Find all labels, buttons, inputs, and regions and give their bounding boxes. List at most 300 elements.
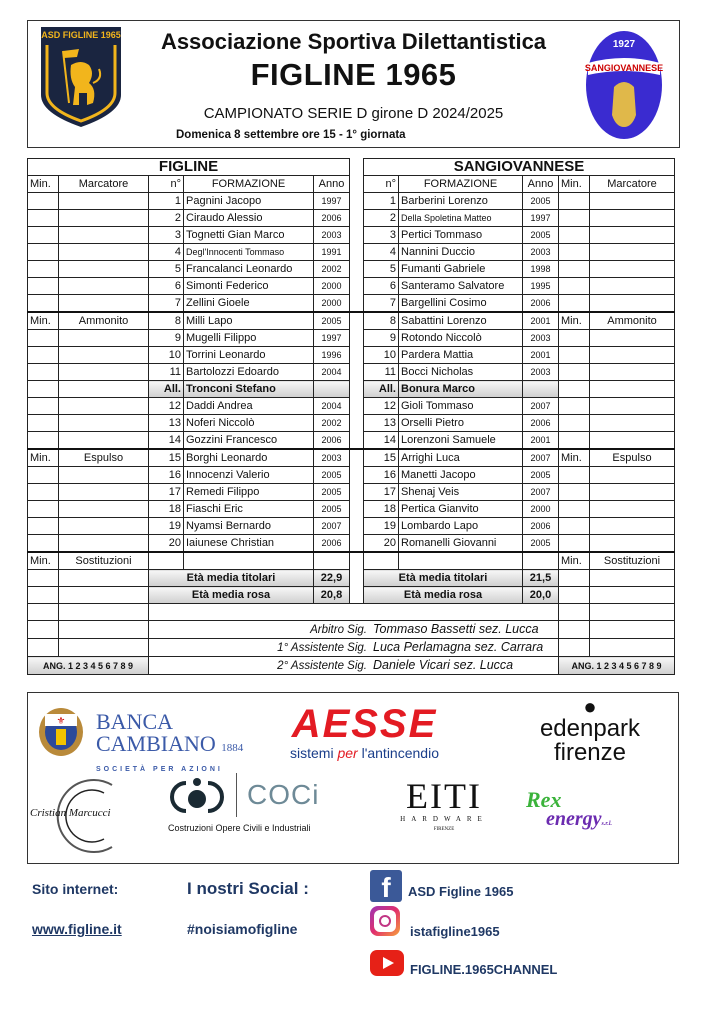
empty-cell (559, 432, 590, 450)
player-row (28, 518, 675, 535)
away-player-year: 1998 (523, 261, 559, 278)
empty-cell (314, 552, 350, 570)
apple-icon: ● (583, 694, 597, 719)
player-row (28, 261, 675, 278)
home-player-number: 5 (149, 261, 184, 278)
empty-cell (559, 261, 590, 278)
empty-cell (590, 261, 675, 278)
away-avg-rosa-value: 20,0 (523, 587, 559, 604)
home-player-number: 13 (149, 415, 184, 432)
empty-cell (28, 381, 59, 398)
empty-cell (59, 587, 149, 604)
empty-cell (559, 415, 590, 432)
facebook-icon[interactable]: f (370, 870, 402, 902)
home-avg-rosa-label: Età media rosa (149, 587, 314, 604)
empty-cell (59, 432, 149, 450)
away-player-name: Bonura Marco (399, 381, 523, 398)
home-player-year: 2004 (314, 364, 350, 381)
home-player-number: 12 (149, 398, 184, 415)
divider (350, 159, 364, 176)
divider (350, 552, 364, 570)
divider (350, 210, 364, 227)
empty-cell (559, 244, 590, 261)
divider (350, 227, 364, 244)
home-player-year: 2002 (314, 415, 350, 432)
divider (350, 347, 364, 364)
empty-cell (590, 415, 675, 432)
empty-cell (28, 347, 59, 364)
player-row (28, 312, 675, 330)
col-formazione: FORMAZIONE (184, 176, 314, 193)
championship-title: CAMPIONATO SERIE D girone D 2024/2025 (203, 105, 504, 122)
empty-cell (559, 587, 590, 604)
player-row (28, 432, 675, 450)
empty-cell (28, 244, 59, 261)
empty-cell (59, 193, 149, 210)
away-corners: ANG. 1 2 3 4 5 6 7 8 9 (559, 657, 675, 675)
banca-cambiano-crest-icon (38, 707, 84, 757)
banca-line2: CAMBIANO (96, 731, 216, 756)
divider (350, 501, 364, 518)
official-cell (149, 621, 559, 639)
away-player-number: 18 (364, 501, 399, 518)
player-row (28, 364, 675, 381)
home-player-name: Fiaschi Eric (184, 501, 314, 518)
col-marcatore: Marcatore (59, 176, 149, 193)
official-row (28, 621, 675, 639)
empty-cell (149, 604, 559, 621)
home-player-year: 1991 (314, 244, 350, 261)
aesse-tag1: sistemi (290, 745, 334, 761)
match-header (27, 20, 680, 148)
empty-cell (399, 552, 523, 570)
banca-sub: SOCIETÀ PER AZIONI (96, 766, 223, 773)
sponsors-panel (27, 692, 679, 864)
col-number: n° (149, 176, 184, 193)
away-player-number: 5 (364, 261, 399, 278)
away-player-number: 12 (364, 398, 399, 415)
away-player-name: Nannini Duccio (399, 244, 523, 261)
away-avg-titolari-label: Età media titolari (364, 570, 523, 587)
empty-cell (59, 639, 149, 657)
empty-cell (590, 570, 675, 587)
home-player-number: 4 (149, 244, 184, 261)
min-label: Min. (559, 552, 590, 570)
away-player-year: 1995 (523, 278, 559, 295)
home-player-number: 7 (149, 295, 184, 313)
home-team-name: FIGLINE (28, 159, 350, 176)
aesse-tag2: per (337, 745, 358, 761)
empty-cell (590, 381, 675, 398)
empty-cell (28, 570, 59, 587)
empty-cell (590, 484, 675, 501)
home-player-year: 2004 (314, 398, 350, 415)
empty-cell (590, 347, 675, 364)
divider (350, 587, 364, 604)
divider (350, 330, 364, 347)
divider (350, 484, 364, 501)
empty-cell (28, 432, 59, 450)
home-player-number: 3 (149, 227, 184, 244)
empty-cell (590, 518, 675, 535)
empty-cell (59, 467, 149, 484)
coci-name: COCi (247, 779, 320, 810)
empty-cell (28, 621, 59, 639)
home-player-number: All. (149, 381, 184, 398)
empty-cell (590, 621, 675, 639)
blank-row (28, 604, 675, 621)
divider (350, 449, 364, 467)
away-player-number: 3 (364, 227, 399, 244)
empty-cell (559, 210, 590, 227)
col-marcatore: Marcatore (590, 176, 675, 193)
banca-year: 1884 (221, 742, 244, 754)
average-row (28, 587, 675, 604)
away-player-year: 1997 (523, 210, 559, 227)
home-player-name: Remedi Filippo (184, 484, 314, 501)
away-player-year: 2003 (523, 330, 559, 347)
social-label: I nostri Social : (187, 879, 309, 898)
divider (350, 312, 364, 330)
away-avg-rosa-label: Età media rosa (364, 587, 523, 604)
empty-cell (28, 193, 59, 210)
empty-cell (28, 501, 59, 518)
away-player-name: Manetti Jacopo (399, 467, 523, 484)
away-avg-titolari-value: 21,5 (523, 570, 559, 587)
away-player-year: 2007 (523, 484, 559, 501)
home-player-name: Francalanci Leonardo (184, 261, 314, 278)
away-player-number: All. (364, 381, 399, 398)
home-player-year: 2002 (314, 261, 350, 278)
empty-cell (590, 467, 675, 484)
marcucci-name: Cristian Marcucci (30, 807, 111, 819)
home-player-name: Zellini Gioele (184, 295, 314, 313)
empty-cell (59, 621, 149, 639)
empty-cell (590, 278, 675, 295)
away-player-name: Pertica Gianvito (399, 501, 523, 518)
empty-cell (559, 467, 590, 484)
youtube-icon[interactable] (370, 950, 404, 976)
away-player-name: Pardera Mattia (399, 347, 523, 364)
empty-cell (28, 278, 59, 295)
away-player-number: 11 (364, 364, 399, 381)
svg-text:⚜: ⚜ (56, 716, 66, 727)
empty-cell (59, 570, 149, 587)
official-cell (149, 639, 559, 657)
empty-cell (559, 535, 590, 553)
official-role: 1° Assistente Sig. (277, 642, 367, 654)
empty-cell (590, 587, 675, 604)
home-player-year: 1997 (314, 330, 350, 347)
away-player-name: Barberini Lorenzo (399, 193, 523, 210)
facebook-handle[interactable]: ASD Figline 1965 (408, 884, 514, 899)
empty-cell (590, 501, 675, 518)
away-player-number: 17 (364, 484, 399, 501)
divider (350, 244, 364, 261)
empty-cell (28, 639, 59, 657)
official-role: Arbitro Sig. (310, 624, 367, 636)
empty-cell (28, 330, 59, 347)
sponsor-rex-energy (526, 787, 676, 834)
empty-cell (59, 330, 149, 347)
away-player-number: 9 (364, 330, 399, 347)
home-player-number: 2 (149, 210, 184, 227)
home-player-name: Iaiunese Christian (184, 535, 314, 553)
empty-cell (590, 193, 675, 210)
away-player-name: Romanelli Giovanni (399, 535, 523, 553)
eiti-city: FIRENZE (433, 827, 455, 832)
home-player-number: 8 (149, 312, 184, 330)
empty-cell (59, 261, 149, 278)
official-row (28, 657, 675, 675)
away-player-number: 19 (364, 518, 399, 535)
empty-cell (590, 432, 675, 450)
empty-cell (59, 227, 149, 244)
sostituzioni-row (28, 552, 675, 570)
divider (350, 364, 364, 381)
aesse-logo-text: AESSE (291, 702, 438, 746)
association-title: Associazione Sportiva Dilettantistica (160, 29, 547, 54)
away-player-year: 2003 (523, 244, 559, 261)
away-player-name: Della Spoletina Matteo (399, 210, 523, 227)
divider (350, 398, 364, 415)
column-header-row (28, 176, 675, 193)
home-player-year: 1997 (314, 193, 350, 210)
away-player-number: 20 (364, 535, 399, 553)
rex-suffix: s.r.l. (601, 821, 613, 827)
away-player-year: 2006 (523, 295, 559, 313)
home-player-number: 19 (149, 518, 184, 535)
youtube-handle[interactable]: FIGLINE.1965CHANNEL (410, 962, 558, 977)
lineup-table (27, 158, 675, 675)
away-player-number: 10 (364, 347, 399, 364)
divider (350, 535, 364, 553)
home-player-number: 6 (149, 278, 184, 295)
empty-cell (149, 552, 184, 570)
player-row (28, 484, 675, 501)
empty-cell (59, 535, 149, 553)
player-row (28, 535, 675, 553)
sponsor-marcucci (28, 771, 144, 861)
home-player-name: Tronconi Stefano (184, 381, 314, 398)
home-player-number: 14 (149, 432, 184, 450)
svg-text:ASD FIGLINE 1965: ASD FIGLINE 1965 (41, 30, 121, 40)
home-corners: ANG. 1 2 3 4 5 6 7 8 9 (28, 657, 149, 675)
home-player-number: 10 (149, 347, 184, 364)
rex-line2: energy (546, 808, 602, 830)
home-player-year: 2005 (314, 501, 350, 518)
home-avg-titolari-value: 22,9 (314, 570, 350, 587)
home-player-number: 16 (149, 467, 184, 484)
col-number: n° (364, 176, 399, 193)
eiti-name: EITI (406, 776, 482, 816)
home-player-number: 9 (149, 330, 184, 347)
player-row (28, 227, 675, 244)
away-player-year: 2003 (523, 364, 559, 381)
sponsor-banca-cambiano (38, 707, 244, 773)
rex-line1: Rex (526, 787, 562, 812)
away-player-number: 15 (364, 449, 399, 467)
sangiovannese-crest-logo (584, 25, 664, 141)
away-player-name: Rotondo Niccolò (399, 330, 523, 347)
empty-cell (559, 278, 590, 295)
away-player-name: Shenaj Veis (399, 484, 523, 501)
empty-cell (28, 227, 59, 244)
official-name: Daniele Vicari sez. Lucca (373, 658, 514, 672)
empty-cell (590, 604, 675, 621)
away-player-name: Fumanti Gabriele (399, 261, 523, 278)
home-player-year: 2003 (314, 227, 350, 244)
empty-cell (59, 604, 149, 621)
eiti-sub: HARDWARE (400, 815, 488, 823)
away-player-number: 8 (364, 312, 399, 330)
home-player-year: 2007 (314, 518, 350, 535)
empty-cell (28, 261, 59, 278)
player-row (28, 449, 675, 467)
empty-cell (59, 484, 149, 501)
home-player-year: 2005 (314, 484, 350, 501)
player-row (28, 501, 675, 518)
banca-line1: BANCA (96, 709, 174, 734)
away-player-year: 2007 (523, 398, 559, 415)
empty-cell (28, 604, 59, 621)
empty-cell (559, 227, 590, 244)
player-row (28, 467, 675, 484)
empty-cell (559, 639, 590, 657)
home-player-name: Bartolozzi Edoardo (184, 364, 314, 381)
divider (350, 295, 364, 313)
empty-cell (559, 381, 590, 398)
player-row (28, 415, 675, 432)
divider (350, 381, 364, 398)
empty-cell (59, 278, 149, 295)
empty-cell (559, 330, 590, 347)
away-player-name: Lorenzoni Samuele (399, 432, 523, 450)
home-player-name: Innocenzi Valerio (184, 467, 314, 484)
club-title: FIGLINE 1965 (250, 57, 457, 92)
divider (350, 518, 364, 535)
divider (350, 432, 364, 450)
away-player-year: 2005 (523, 193, 559, 210)
instagram-icon[interactable] (370, 906, 400, 936)
svg-text:1927: 1927 (612, 39, 636, 50)
home-player-name: Torrini Leonardo (184, 347, 314, 364)
divider (350, 261, 364, 278)
col-anno: Anno (314, 176, 350, 193)
away-player-name: Lombardo Lapo (399, 518, 523, 535)
empty-cell (28, 535, 59, 553)
empty-cell (28, 467, 59, 484)
col-formazione: FORMAZIONE (399, 176, 523, 193)
average-row (28, 570, 675, 587)
empty-cell (559, 193, 590, 210)
away-player-number: 13 (364, 415, 399, 432)
home-avg-rosa-value: 20,8 (314, 587, 350, 604)
empty-cell (59, 295, 149, 313)
min-label: Min. (28, 552, 59, 570)
home-player-year: 2005 (314, 312, 350, 330)
home-player-name: Pagnini Jacopo (184, 193, 314, 210)
coci-symbol-icon (168, 777, 226, 813)
home-player-year (314, 381, 350, 398)
home-player-name: Degl'Innocenti Tommaso (184, 244, 314, 261)
home-player-year: 1996 (314, 347, 350, 364)
away-player-year: 2005 (523, 467, 559, 484)
home-player-year: 2000 (314, 278, 350, 295)
sostituzioni-label: Sostituzioni (59, 552, 149, 570)
away-player-year (523, 381, 559, 398)
home-player-name: Nyamsi Bernardo (184, 518, 314, 535)
empty-cell (590, 295, 675, 313)
away-player-year: 2000 (523, 501, 559, 518)
site-link[interactable]: www.figline.it (32, 921, 122, 937)
empty-cell (590, 398, 675, 415)
empty-cell (28, 484, 59, 501)
empty-cell (590, 330, 675, 347)
home-player-name: Ciraudo Alessio (184, 210, 314, 227)
home-player-name: Daddi Andrea (184, 398, 314, 415)
player-row (28, 278, 675, 295)
away-player-year: 2001 (523, 432, 559, 450)
instagram-handle[interactable]: istafigline1965 (410, 924, 500, 939)
home-player-name: Tognetti Gian Marco (184, 227, 314, 244)
empty-cell (590, 244, 675, 261)
team-header-row (28, 159, 675, 176)
home-player-year: 2003 (314, 449, 350, 467)
sponsor-eiti (378, 777, 510, 832)
empty-cell (59, 364, 149, 381)
player-row (28, 398, 675, 415)
divider (350, 176, 364, 193)
away-player-number: 6 (364, 278, 399, 295)
min-label: Min. (28, 449, 59, 467)
player-row (28, 330, 675, 347)
espulso-label: Espulso (59, 449, 149, 467)
away-player-name: Santeramo Salvatore (399, 278, 523, 295)
empty-cell (590, 639, 675, 657)
empty-cell (28, 415, 59, 432)
official-role: 2° Assistente Sig. (277, 660, 367, 672)
away-player-name: Sabattini Lorenzo (399, 312, 523, 330)
empty-cell (28, 364, 59, 381)
away-player-name: Orselli Pietro (399, 415, 523, 432)
away-player-year: 2006 (523, 518, 559, 535)
empty-cell (28, 210, 59, 227)
official-cell (149, 657, 559, 675)
player-row (28, 381, 675, 398)
divider (350, 467, 364, 484)
away-player-number: 4 (364, 244, 399, 261)
home-player-year: 2006 (314, 535, 350, 553)
sponsor-edenpark (520, 694, 660, 766)
away-player-number: 1 (364, 193, 399, 210)
player-row (28, 295, 675, 313)
away-player-number: 16 (364, 467, 399, 484)
player-row (28, 347, 675, 364)
empty-cell (59, 415, 149, 432)
away-team-name: SANGIOVANNESE (364, 159, 675, 176)
col-anno: Anno (523, 176, 559, 193)
empty-cell (559, 347, 590, 364)
sponsor-coci (168, 773, 350, 833)
empty-cell (559, 604, 590, 621)
min-label: Min. (559, 449, 590, 467)
min-label: Min. (28, 312, 59, 330)
empty-cell (590, 227, 675, 244)
empty-cell (559, 621, 590, 639)
away-player-name: Pertici Tommaso (399, 227, 523, 244)
empty-cell (559, 484, 590, 501)
